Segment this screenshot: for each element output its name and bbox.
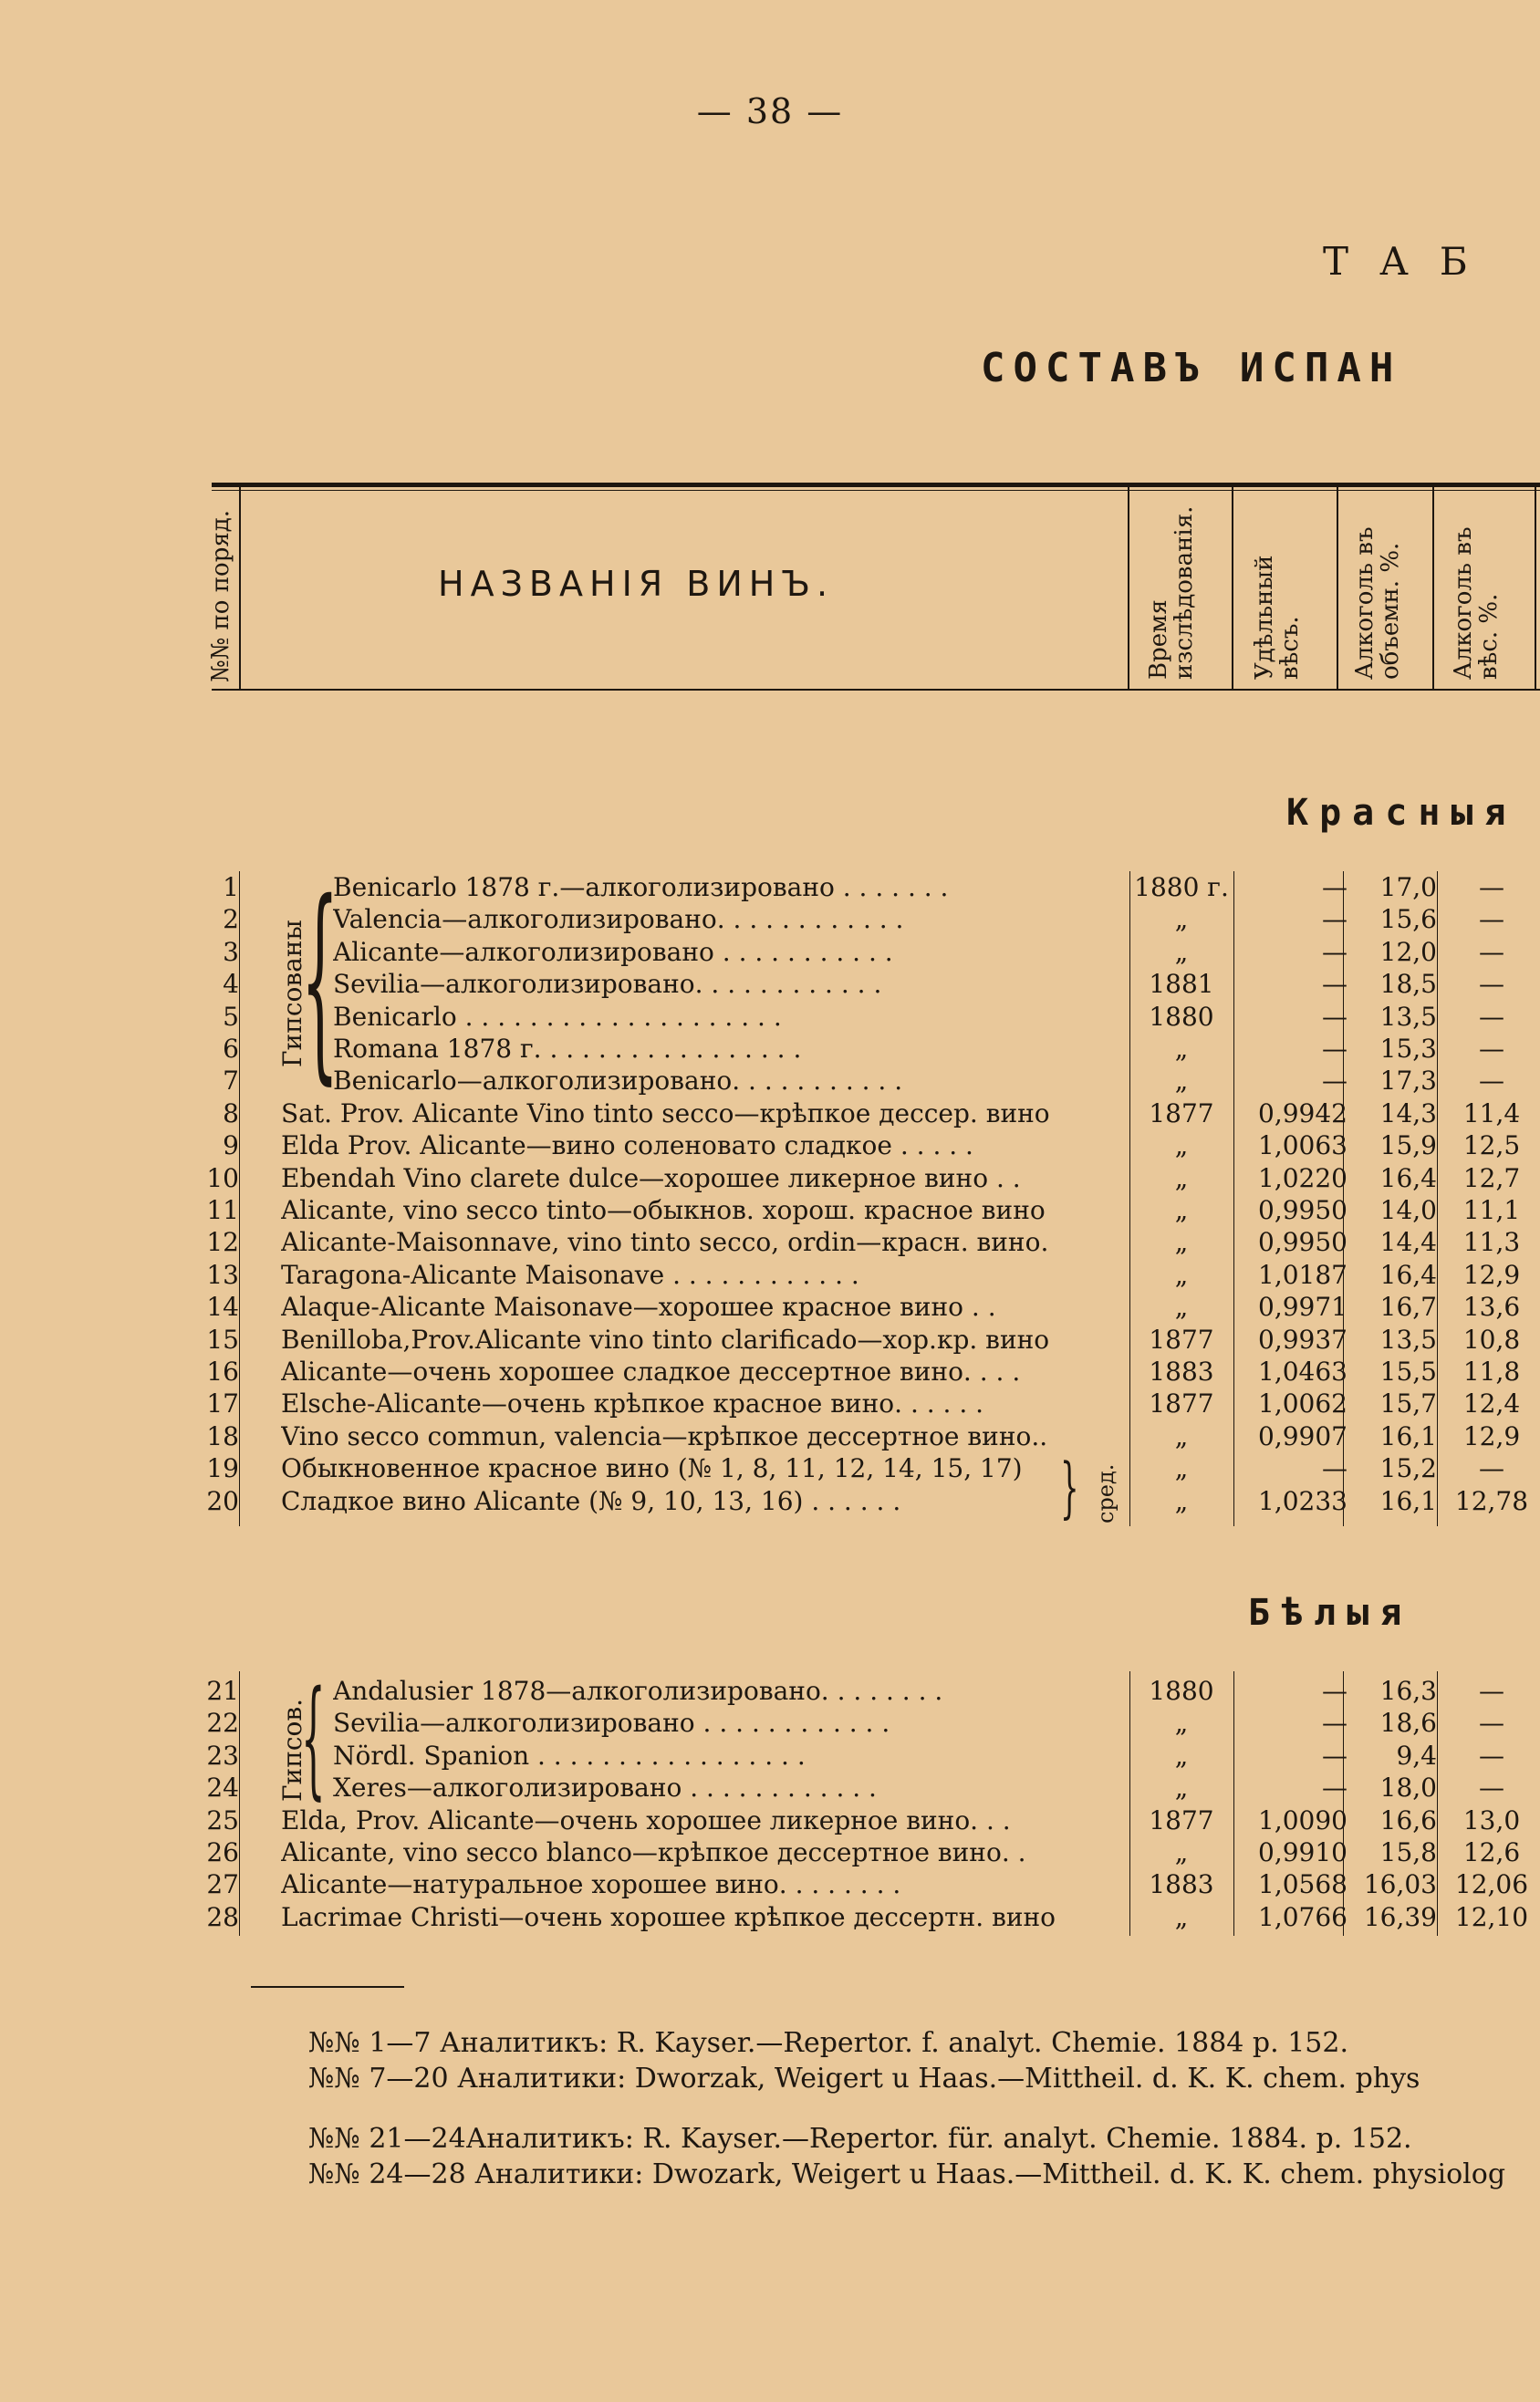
alcohol-by-weight: — bbox=[1479, 1066, 1504, 1097]
alcohol-by-weight: 12,9 bbox=[1462, 1259, 1521, 1290]
alcohol-by-weight: 12,6 bbox=[1462, 1837, 1521, 1867]
wine-name: Ebendah Vino clarete dulce—хорошее ликерное вино . . bbox=[281, 1162, 1021, 1193]
analysis-year: „ bbox=[1174, 1901, 1189, 1932]
alcohol-by-volume: 16,6 bbox=[1379, 1804, 1437, 1835]
alcohol-by-volume: 16,3 bbox=[1379, 1676, 1437, 1706]
table-row bbox=[0, 1259, 1540, 1291]
table-row bbox=[0, 1324, 1540, 1356]
alcohol-by-weight: — bbox=[1479, 872, 1504, 902]
alcohol-by-volume: 18,6 bbox=[1379, 1708, 1437, 1739]
table-row bbox=[0, 1065, 1540, 1097]
alcohol-by-weight: — bbox=[1479, 1708, 1504, 1739]
row-number: 2 bbox=[223, 904, 239, 935]
wine-name: Benicarlo . . . . . . . . . . . . . . . . . . . . bbox=[333, 1001, 782, 1032]
row-number: 28 bbox=[206, 1901, 239, 1932]
row-number: 11 bbox=[206, 1195, 239, 1225]
alcohol-by-weight: 11,4 bbox=[1462, 1097, 1521, 1128]
table-title-main: СОСТАВЪ ИСПАН bbox=[981, 345, 1402, 391]
wine-name: Benicarlo—алкоголизировано. . . . . . . . . . . bbox=[333, 1066, 903, 1097]
alcohol-by-weight: 13,0 bbox=[1462, 1804, 1521, 1835]
header-year: Время изслѣдованія. bbox=[1145, 505, 1198, 680]
specific-gravity: 1,0766 bbox=[1258, 1901, 1348, 1932]
table-row bbox=[0, 968, 1540, 1000]
wine-name: Elda Prov. Alicante—вино соленовато сладкое . . . . . bbox=[281, 1130, 973, 1161]
analysis-year: 1881 bbox=[1149, 969, 1214, 1000]
specific-gravity: 1,0187 bbox=[1258, 1259, 1348, 1290]
alcohol-by-volume: 15,3 bbox=[1379, 1034, 1437, 1064]
footnote-3: №№ 21—24Аналитикъ: R. Kayser.—Repertor. für. analyt. Chemie. 1884. p. 152. bbox=[308, 2123, 1412, 2155]
row-number: 19 bbox=[206, 1453, 239, 1484]
analysis-year: „ bbox=[1174, 1485, 1189, 1516]
header-rule-top bbox=[212, 483, 1540, 487]
alcohol-by-weight: 11,1 bbox=[1462, 1195, 1521, 1225]
wine-name: Sevilia—алкоголизировано . . . . . . . . . . . . bbox=[333, 1708, 890, 1739]
specific-gravity: — bbox=[1322, 1676, 1348, 1706]
alcohol-by-volume: 16,03 bbox=[1363, 1869, 1437, 1900]
alcohol-by-volume: 16,39 bbox=[1363, 1901, 1437, 1932]
alcohol-by-volume: 16,1 bbox=[1379, 1485, 1437, 1516]
header-divider bbox=[1232, 484, 1233, 689]
row-number: 7 bbox=[223, 1066, 239, 1097]
alcohol-by-volume: 18,0 bbox=[1379, 1773, 1437, 1804]
row-number: 24 bbox=[206, 1773, 239, 1804]
analysis-year: „ bbox=[1174, 1773, 1189, 1804]
specific-gravity: — bbox=[1322, 1773, 1348, 1804]
analysis-year: 1877 bbox=[1149, 1804, 1214, 1835]
footnote-2: №№ 7—20 Аналитики: Dworzak, Weigert u Haas.—Mittheil. d. K. K. chem. phys bbox=[308, 2063, 1420, 2095]
row-number: 18 bbox=[206, 1420, 239, 1451]
specific-gravity: 0,9937 bbox=[1258, 1324, 1348, 1355]
alcohol-by-volume: 16,1 bbox=[1379, 1420, 1437, 1451]
analysis-year: „ bbox=[1174, 1130, 1189, 1161]
analysis-year: 1877 bbox=[1149, 1324, 1214, 1355]
specific-gravity: 0,9950 bbox=[1258, 1195, 1348, 1225]
row-number: 4 bbox=[223, 969, 239, 1000]
brace-gypsumed: { bbox=[301, 857, 339, 1103]
row-number: 3 bbox=[223, 936, 239, 967]
wine-name: Nördl. Spanion . . . . . . . . . . . . . . . . . bbox=[333, 1740, 806, 1771]
analysis-year: „ bbox=[1174, 1227, 1189, 1258]
page-number: — 38 — bbox=[696, 91, 844, 131]
wine-name: Alicante—натуральное хорошее вино. . . . . . . . bbox=[281, 1869, 901, 1900]
table-row bbox=[0, 1901, 1540, 1933]
specific-gravity: — bbox=[1322, 969, 1348, 1000]
alcohol-by-volume: 15,2 bbox=[1379, 1453, 1437, 1484]
analysis-year: „ bbox=[1174, 1034, 1189, 1064]
row-number: 26 bbox=[206, 1837, 239, 1867]
header-divider bbox=[1337, 484, 1338, 689]
alcohol-by-volume: 12,0 bbox=[1379, 936, 1437, 967]
table-row bbox=[0, 1129, 1540, 1161]
specific-gravity: — bbox=[1322, 904, 1348, 935]
analysis-year: 1880 bbox=[1149, 1001, 1214, 1032]
alcohol-by-volume: 15,6 bbox=[1379, 904, 1437, 935]
alcohol-by-volume: 13,5 bbox=[1379, 1001, 1437, 1032]
table-row bbox=[0, 1356, 1540, 1388]
analysis-year: „ bbox=[1174, 1837, 1189, 1867]
alcohol-by-weight: 12,10 bbox=[1454, 1901, 1529, 1932]
specific-gravity: 1,0233 bbox=[1258, 1485, 1348, 1516]
table-row bbox=[0, 1772, 1540, 1804]
row-number: 13 bbox=[206, 1259, 239, 1290]
table-title-top: ТАБ bbox=[1323, 239, 1499, 284]
analysis-year: „ bbox=[1174, 936, 1189, 967]
alcohol-by-weight: — bbox=[1479, 969, 1504, 1000]
table-row bbox=[0, 1033, 1540, 1065]
row-number: 1 bbox=[223, 872, 239, 902]
footnote-rule bbox=[251, 1986, 404, 1988]
analysis-year: „ bbox=[1174, 1259, 1189, 1290]
row-number: 6 bbox=[223, 1034, 239, 1064]
row-number: 16 bbox=[206, 1357, 239, 1387]
header-alcohol-weight: Алкоголь въ вѣс. %. bbox=[1450, 526, 1503, 680]
wine-name: Сладкое вино Alicante (№ 9, 10, 13, 16) . . . . . . bbox=[281, 1485, 901, 1516]
analysis-year: „ bbox=[1174, 1195, 1189, 1225]
wine-name: Alicante—очень хорошее сладкое дессертное вино. . . . bbox=[281, 1357, 1021, 1387]
wine-name: Alicante—алкоголизировано . . . . . . . . . . . bbox=[333, 936, 893, 967]
alcohol-by-volume: 14,4 bbox=[1379, 1227, 1437, 1258]
alcohol-by-weight: 10,8 bbox=[1462, 1324, 1521, 1355]
header-divider bbox=[1432, 484, 1434, 689]
row-number: 15 bbox=[206, 1324, 239, 1355]
specific-gravity: 1,0220 bbox=[1258, 1162, 1348, 1193]
analysis-year: „ bbox=[1174, 1066, 1189, 1097]
alcohol-by-weight: — bbox=[1479, 936, 1504, 967]
specific-gravity: 0,9910 bbox=[1258, 1837, 1348, 1867]
specific-gravity: 0,9950 bbox=[1258, 1227, 1348, 1258]
alcohol-by-weight: — bbox=[1479, 1773, 1504, 1804]
table-row bbox=[0, 871, 1540, 903]
header-divider bbox=[1128, 484, 1129, 689]
table-row bbox=[0, 936, 1540, 968]
wine-name: Обыкновенное красное вино (№ 1, 8, 11, 12, 14, 15, 17) bbox=[281, 1453, 1023, 1484]
alcohol-by-weight: 12,06 bbox=[1454, 1869, 1529, 1900]
alcohol-by-volume: 18,5 bbox=[1379, 969, 1437, 1000]
header-num: №№ по поряд. bbox=[207, 509, 234, 682]
analysis-year: 1877 bbox=[1149, 1097, 1214, 1128]
specific-gravity: — bbox=[1322, 1001, 1348, 1032]
specific-gravity: — bbox=[1322, 1740, 1348, 1771]
table-row bbox=[0, 1740, 1540, 1772]
wine-name: Alicante-Maisonnave, vino tinto secco, ordin—красн. вино. bbox=[281, 1227, 1049, 1258]
wine-name: Taragona-Alicante Maisonave . . . . . . . . . . . . bbox=[281, 1259, 859, 1290]
row-number: 14 bbox=[206, 1292, 239, 1323]
specific-gravity: 1,0568 bbox=[1258, 1869, 1348, 1900]
alcohol-by-volume: 17,0 bbox=[1379, 872, 1437, 902]
section-title-red: Красныя bbox=[1286, 792, 1517, 834]
wine-name: Xeres—алкоголизировано . . . . . . . . . . . . bbox=[333, 1773, 877, 1804]
analysis-year: „ bbox=[1174, 1162, 1189, 1193]
alcohol-by-volume: 9,4 bbox=[1396, 1740, 1437, 1771]
table-row bbox=[0, 1804, 1540, 1836]
table-row bbox=[0, 1452, 1540, 1484]
analysis-year: „ bbox=[1174, 1453, 1189, 1484]
analysis-year: 1883 bbox=[1149, 1357, 1214, 1387]
alcohol-by-volume: 16,7 bbox=[1379, 1292, 1437, 1323]
specific-gravity: 1,0463 bbox=[1258, 1357, 1348, 1387]
alcohol-by-volume: 15,7 bbox=[1379, 1388, 1437, 1419]
alcohol-by-volume: 14,3 bbox=[1379, 1097, 1437, 1128]
table-row bbox=[0, 903, 1540, 935]
group-label-gypsumed-white: Гипсов. bbox=[277, 1698, 307, 1802]
specific-gravity: 0,9907 bbox=[1258, 1420, 1348, 1451]
specific-gravity: — bbox=[1322, 1066, 1348, 1097]
wine-name: Elsche-Alicante—очень крѣпкое красное вино. . . . . . bbox=[281, 1388, 984, 1419]
table-row bbox=[0, 1675, 1540, 1707]
row-number: 17 bbox=[206, 1388, 239, 1419]
alcohol-by-weight: 12,7 bbox=[1462, 1162, 1521, 1193]
alcohol-by-weight: — bbox=[1479, 904, 1504, 935]
alcohol-by-volume: 14,0 bbox=[1379, 1195, 1437, 1225]
wine-name: Lacrimae Christi—очень хорошее крѣпкое дессертн. вино bbox=[281, 1901, 1056, 1932]
analysis-year: 1877 bbox=[1149, 1388, 1214, 1419]
brace-gypsumed-white: { bbox=[301, 1664, 326, 1813]
header-rule-bottom bbox=[212, 689, 1540, 691]
alcohol-by-volume: 17,3 bbox=[1379, 1066, 1437, 1097]
wine-name: Alicante, vino secco blanco—крѣпкое дессертное вино. . bbox=[281, 1837, 1026, 1867]
analysis-year: 1883 bbox=[1149, 1869, 1214, 1900]
alcohol-by-weight: — bbox=[1479, 1676, 1504, 1706]
alcohol-by-weight: — bbox=[1479, 1453, 1504, 1484]
alcohol-by-volume: 13,5 bbox=[1379, 1324, 1437, 1355]
table-row bbox=[0, 1868, 1540, 1900]
alcohol-by-volume: 16,4 bbox=[1379, 1259, 1437, 1290]
alcohol-by-volume: 15,9 bbox=[1379, 1130, 1437, 1161]
table-row bbox=[0, 1291, 1540, 1323]
alcohol-by-weight: 12,4 bbox=[1462, 1388, 1521, 1419]
table-row bbox=[0, 1707, 1540, 1739]
row-number: 22 bbox=[206, 1708, 239, 1739]
table-row bbox=[0, 1420, 1540, 1452]
analysis-year: „ bbox=[1174, 1420, 1189, 1451]
row-number: 21 bbox=[206, 1676, 239, 1706]
wine-name: Alicante, vino secco tinto—обыкнов. хорош. красное вино bbox=[281, 1195, 1046, 1225]
table-row bbox=[0, 1836, 1540, 1868]
header-rule-top-thin bbox=[212, 490, 1540, 491]
specific-gravity: 1,0090 bbox=[1258, 1804, 1348, 1835]
analysis-year: 1880 bbox=[1149, 1676, 1214, 1706]
specific-gravity: 1,0062 bbox=[1258, 1388, 1348, 1419]
table-row bbox=[0, 1097, 1540, 1129]
specific-gravity: — bbox=[1322, 872, 1348, 902]
wine-name: Elda, Prov. Alicante—очень хорошее ликерное вино. . . bbox=[281, 1804, 1011, 1835]
table-row bbox=[0, 1194, 1540, 1226]
alcohol-by-weight: 11,3 bbox=[1462, 1227, 1521, 1258]
specific-gravity: — bbox=[1322, 936, 1348, 967]
row-number: 9 bbox=[223, 1130, 239, 1161]
section-title-white: Бѣлыя bbox=[1248, 1592, 1413, 1634]
footnote-1: №№ 1—7 Аналитикъ: R. Kayser.—Repertor. f. analyt. Chemie. 1884 p. 152. bbox=[308, 2027, 1348, 2059]
table-row bbox=[0, 1162, 1540, 1194]
analysis-year: „ bbox=[1174, 1740, 1189, 1771]
row-number: 12 bbox=[206, 1227, 239, 1258]
specific-gravity: — bbox=[1322, 1034, 1348, 1064]
header-alcohol-volume: Алкоголь въ объемн. %. bbox=[1351, 526, 1404, 680]
analysis-year: „ bbox=[1174, 1292, 1189, 1323]
analysis-year: 1880 г. bbox=[1134, 872, 1229, 902]
specific-gravity: 0,9942 bbox=[1258, 1097, 1348, 1128]
wine-name: Sat. Prov. Alicante Vino tinto secco—крѣпкое дессер. вино bbox=[281, 1097, 1050, 1128]
wine-name: Vino secco commun, valencia—крѣпкое дессертное вино.. bbox=[281, 1420, 1048, 1451]
alcohol-by-weight: 12,9 bbox=[1462, 1420, 1521, 1451]
table-row bbox=[0, 1485, 1540, 1517]
wine-name: Valencia—алкоголизировано. . . . . . . . . . . . bbox=[333, 904, 904, 935]
wine-name: Sevilia—алкоголизировано. . . . . . . . . . . . bbox=[333, 969, 882, 1000]
alcohol-by-volume: 16,4 bbox=[1379, 1162, 1437, 1193]
header-gravity: Удѣльный вѣсъ. bbox=[1251, 555, 1304, 680]
specific-gravity: — bbox=[1322, 1708, 1348, 1739]
alcohol-by-weight: 13,6 bbox=[1462, 1292, 1521, 1323]
analysis-year: „ bbox=[1174, 904, 1189, 935]
table-row bbox=[0, 1226, 1540, 1258]
alcohol-by-weight: — bbox=[1479, 1034, 1504, 1064]
row-number: 20 bbox=[206, 1485, 239, 1516]
average-label: сред. bbox=[1093, 1463, 1119, 1523]
row-number: 27 bbox=[206, 1869, 239, 1900]
footnote-4: №№ 24—28 Аналитики: Dwozark, Weigert u Haas.—Mittheil. d. K. K. chem. physiolog bbox=[308, 2158, 1506, 2190]
row-number: 8 bbox=[223, 1097, 239, 1128]
analysis-year: „ bbox=[1174, 1708, 1189, 1739]
specific-gravity: — bbox=[1322, 1453, 1348, 1484]
alcohol-by-volume: 15,8 bbox=[1379, 1837, 1437, 1867]
alcohol-by-volume: 15,5 bbox=[1379, 1357, 1437, 1387]
row-number: 25 bbox=[206, 1804, 239, 1835]
alcohol-by-weight: 12,5 bbox=[1462, 1130, 1521, 1161]
wine-name: Romana 1878 г. . . . . . . . . . . . . . . . . bbox=[333, 1034, 802, 1064]
wine-name: Alaque-Alicante Maisonave—хорошее красное вино . . bbox=[281, 1292, 996, 1323]
alcohol-by-weight: — bbox=[1479, 1001, 1504, 1032]
table-row bbox=[0, 1388, 1540, 1419]
alcohol-by-weight: 11,8 bbox=[1462, 1357, 1521, 1387]
header-divider bbox=[239, 484, 241, 689]
specific-gravity: 1,0063 bbox=[1258, 1130, 1348, 1161]
wine-name: Andalusier 1878—алкоголизировано. . . . . . . . bbox=[333, 1676, 943, 1706]
wine-name: Benilloba,Prov.Alicante vino tinto clarificado—хор.кр. вино bbox=[281, 1324, 1050, 1355]
alcohol-by-weight: 12,78 bbox=[1454, 1485, 1529, 1516]
alcohol-by-weight: — bbox=[1479, 1740, 1504, 1771]
header-wine-names: НАЗВАНІЯ ВИНЪ. bbox=[438, 564, 835, 604]
header-divider bbox=[1535, 484, 1536, 689]
row-number: 23 bbox=[206, 1740, 239, 1771]
specific-gravity: 0,9971 bbox=[1258, 1292, 1348, 1323]
row-number: 5 bbox=[223, 1001, 239, 1032]
brace-average: } bbox=[1060, 1449, 1079, 1525]
group-label-gypsumed: Гипсованы bbox=[277, 920, 307, 1067]
wine-name: Benicarlo 1878 г.—алкоголизировано . . . . . . . bbox=[333, 872, 949, 902]
table-row bbox=[0, 1001, 1540, 1033]
row-number: 10 bbox=[206, 1162, 239, 1193]
